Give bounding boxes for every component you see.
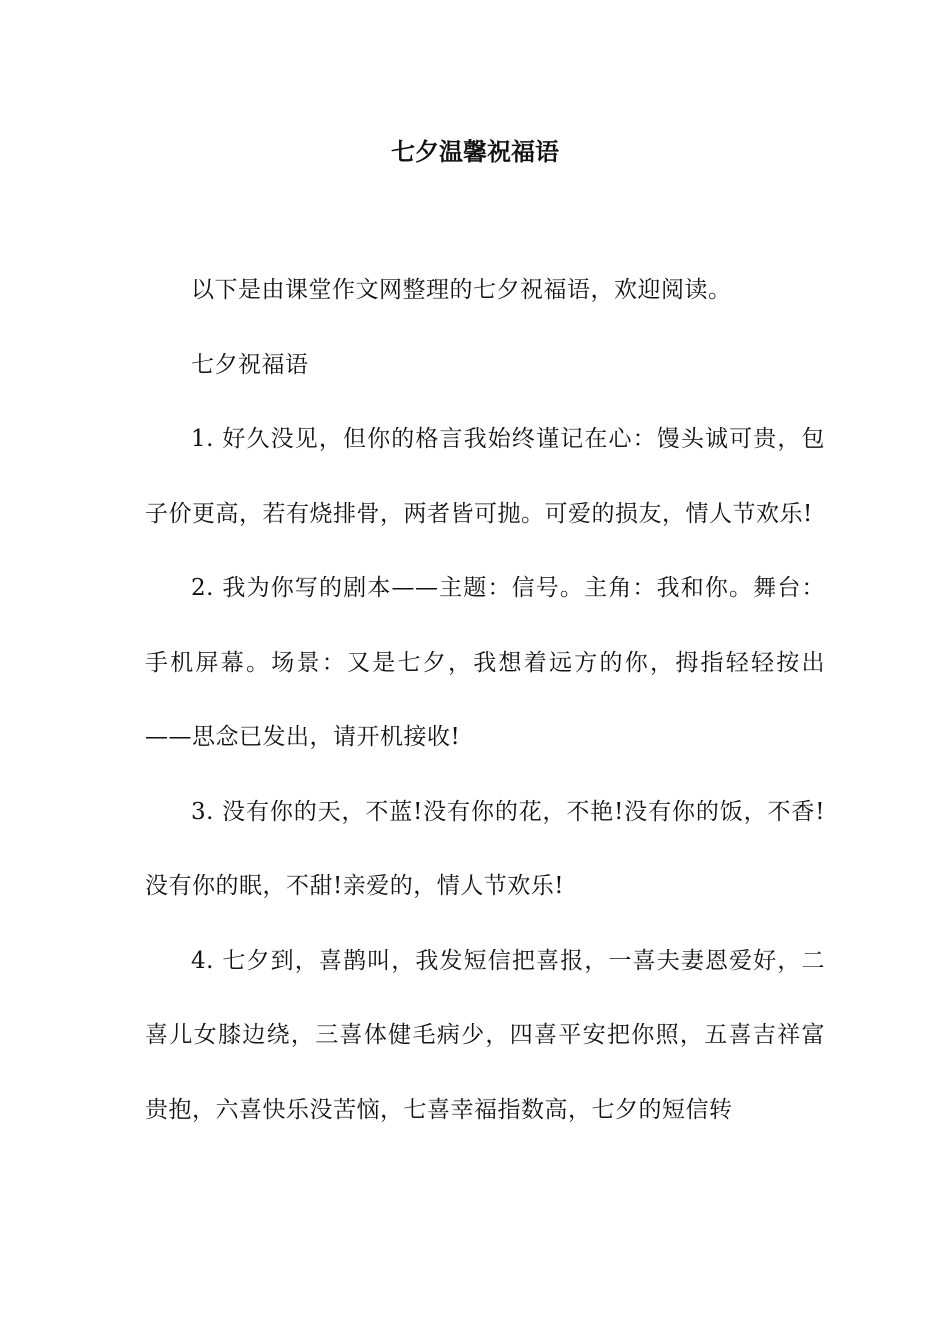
section-heading: 七夕祝福语 bbox=[191, 351, 309, 378]
blessing-item-1: 1. 好久没见，但你的格言我始终谨记在心：馒头诚可贵，包子价更高，若有烧排骨，两者皆可抛。可爱的损友，情人节欢乐! bbox=[145, 426, 825, 527]
blessing-item-3: 3. 没有你的天，不蓝!没有你的花，不艳!没有你的饭，不香!没有你的眠，不甜!亲爱的，情人节欢乐! bbox=[145, 798, 825, 899]
blessing-item-2: 2. 我为你写的剧本——主题：信号。主角：我和你。舞台：手机屏幕。场景：又是七夕，我想着远方的你，拇指轻轻按出——思念已发出，请开机接收! bbox=[145, 575, 825, 750]
intro-paragraph: 以下是由课堂作文网整理的七夕祝福语，欢迎阅读。 bbox=[191, 277, 732, 303]
blessing-item-4: 4. 七夕到，喜鹊叫，我发短信把喜报，一喜夫妻恩爱好，二喜儿女膝边绕，三喜体健毛病少，四喜平安把你照，五喜吉祥富贵抱，六喜快乐没苦恼，七喜幸福指数高，七夕的短信转 bbox=[145, 947, 825, 1123]
document-title: 七夕温馨祝福语 bbox=[391, 137, 559, 166]
document-body bbox=[145, 253, 825, 1147]
